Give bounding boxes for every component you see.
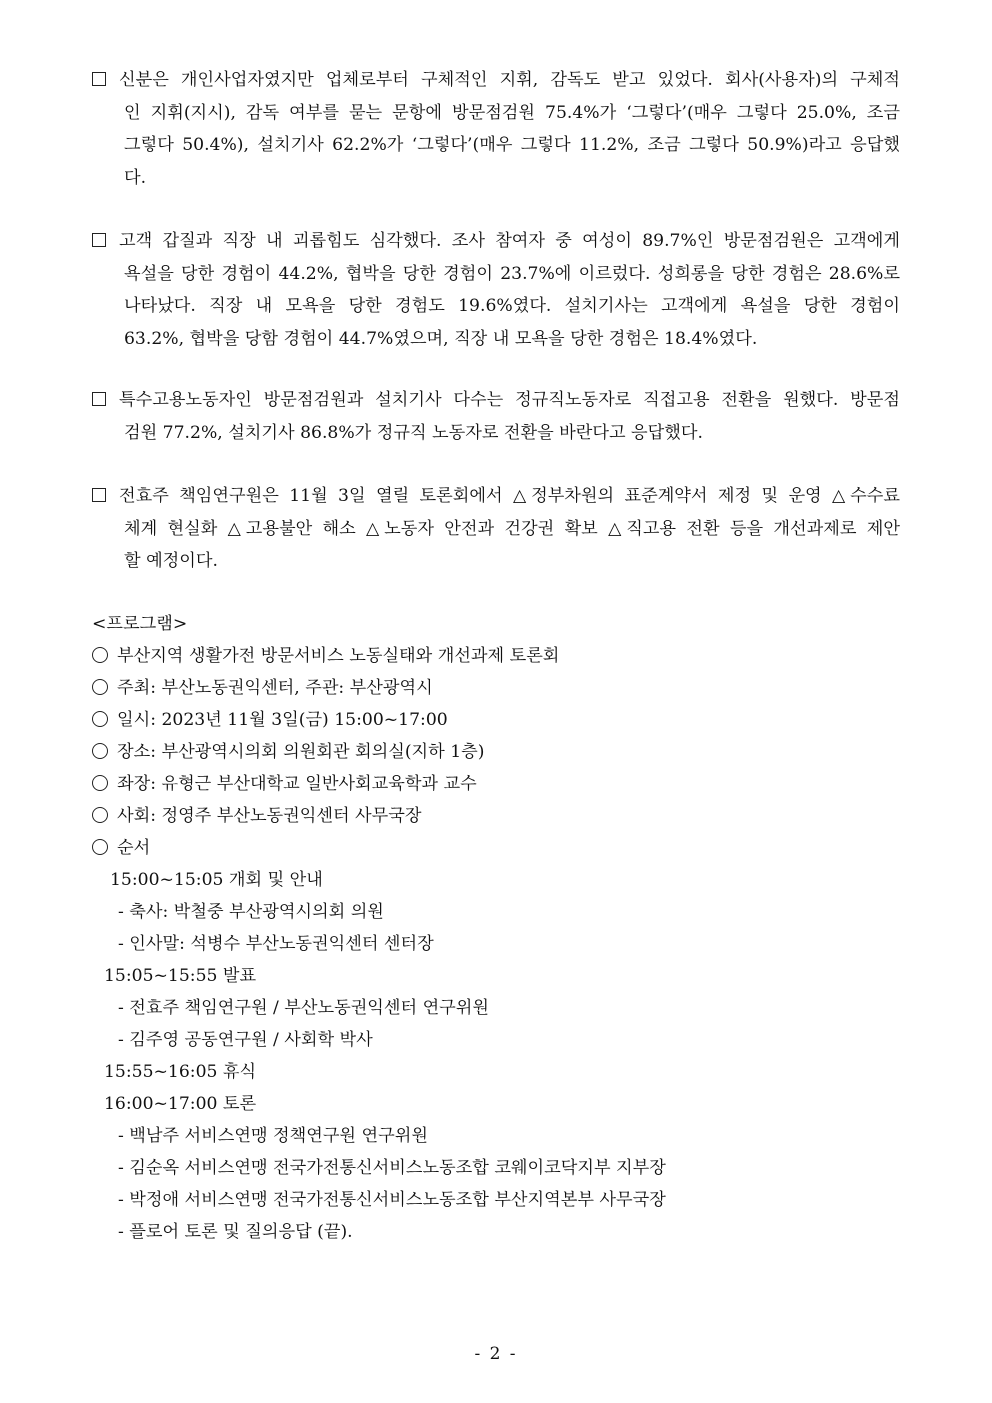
paragraph-1 <box>92 64 900 194</box>
schedule-entry: - 박정애 서비스연맹 전국가전통신서비스노동조합 부산지역본부 사무국장 <box>118 1190 666 1210</box>
schedule-time-slot: 15:00~15:05 개회 및 안내 <box>110 870 323 890</box>
schedule-entry: - 전효주 책임연구원 / 부산노동권익센터 연구위원 <box>118 998 489 1018</box>
circle-bullet-icon <box>92 839 108 855</box>
program-item-text: 장소: 부산광역시의회 의원회관 회의실(지하 1층) <box>117 742 485 762</box>
program-item-text: 주최: 부산노동권익센터, 주관: 부산광역시 <box>117 678 433 698</box>
paragraph-line: 체계 현실화 △고용불안 해소 △노동자 안전과 건강권 확보 △직고용 전환 등을 개선과제로 제안 <box>124 518 900 539</box>
schedule-entry: - 김순옥 서비스연맹 전국가전통신서비스노동조합 코웨이코닥지부 지부장 <box>118 1158 666 1178</box>
circle-bullet-icon <box>92 775 108 791</box>
program-item-text: 사회: 정영주 부산노동권익센터 사무국장 <box>117 806 422 826</box>
program-item-text: 순서 <box>117 838 151 858</box>
paragraph-2 <box>92 225 900 355</box>
paragraph-line: 다. <box>124 167 147 188</box>
paragraph-text: 특수고용노동자인 방문점검원과 설치기사 다수는 정규직노동자로 직접고용 전환을 원했다. 방문점 <box>119 390 900 410</box>
program-item <box>92 704 448 736</box>
program-item <box>92 800 421 832</box>
paragraph-line <box>92 384 900 417</box>
paragraph-text: 전효주 책임연구원은 11월 3일 열릴 토론회에서 △정부차원의 표준계약서 제정 및 운영 △수수료 <box>119 486 900 506</box>
program-item <box>92 640 559 672</box>
paragraph-line: 63.2%, 협박을 당함 경험이 44.7%였으며, 직장 내 모욕을 당한 경험은 18.4%였다. <box>124 328 758 349</box>
paragraph-line: 할 예정이다. <box>124 551 218 571</box>
paragraph-line <box>92 225 900 258</box>
paragraph-3 <box>92 384 900 449</box>
program-item-text: 부산지역 생활가전 방문서비스 노동실태와 개선과제 토론회 <box>117 646 560 666</box>
circle-bullet-icon <box>92 743 108 759</box>
program-item-text: 좌장: 유형근 부산대학교 일반사회교육학과 교수 <box>117 774 477 794</box>
schedule-entry: - 플로어 토론 및 질의응답 (끝). <box>118 1222 353 1242</box>
circle-bullet-icon <box>92 711 108 727</box>
schedule-time-slot: 15:55~16:05 휴식 <box>104 1062 257 1082</box>
schedule-entry: - 김주영 공동연구원 / 사회학 박사 <box>118 1030 373 1050</box>
circle-bullet-icon <box>92 647 108 663</box>
paragraph-line <box>92 64 900 97</box>
paragraph-line <box>92 480 900 513</box>
checkbox-square-icon <box>92 72 106 86</box>
checkbox-square-icon <box>92 233 106 247</box>
paragraph-line: 검원 77.2%, 설치기사 86.8%가 정규직 노동자로 전환을 바란다고 응답했다. <box>124 422 703 443</box>
circle-bullet-icon <box>92 807 108 823</box>
paragraph-4 <box>92 480 900 578</box>
program-item <box>92 768 477 800</box>
schedule-entry: - 백남주 서비스연맹 정책연구원 연구위원 <box>118 1126 428 1146</box>
paragraph-line: 인 지휘(지시), 감독 여부를 묻는 문항에 방문점검원 75.4%가 ‘그렇다’(매우 그렇다 25.0%, 조금 <box>124 102 900 123</box>
paragraph-line: 그렇다 50.4%), 설치기사 62.2%가 ‘그렇다’(매우 그렇다 11.2%, 조금 그렇다 50.9%)라고 응답했 <box>124 135 900 155</box>
program-item-text: 일시: 2023년 11월 3일(금) 15:00~17:00 <box>117 710 448 730</box>
paragraph-line: 욕설을 당한 경험이 44.2%, 협박을 당한 경험이 23.7%에 이르렀다. 성희롱을 당한 경험은 28.6%로 <box>124 263 900 284</box>
schedule-entry: - 축사: 박철중 부산광역시의회 의원 <box>118 902 384 922</box>
program-item <box>92 672 433 704</box>
program-item <box>92 832 150 864</box>
paragraph-text: 신분은 개인사업자였지만 업체로부터 구체적인 지휘, 감독도 받고 있었다. 회사(사용자)의 구체적 <box>119 70 900 90</box>
program-item <box>92 736 484 768</box>
schedule-time-slot: 16:00~17:00 토론 <box>104 1094 257 1114</box>
page-number: - 2 - <box>474 1344 518 1364</box>
paragraph-line: 나타났다. 직장 내 모욕을 당한 경험도 19.6%였다. 설치기사는 고객에게 욕설을 당한 경험이 <box>124 296 900 316</box>
schedule-time-slot: 15:05~15:55 발표 <box>104 966 257 986</box>
checkbox-square-icon <box>92 488 106 502</box>
circle-bullet-icon <box>92 679 108 695</box>
paragraph-text: 고객 갑질과 직장 내 괴롭힘도 심각했다. 조사 참여자 중 여성이 89.7%인 방문점검원은 고객에게 <box>119 231 900 251</box>
schedule-entry: - 인사말: 석병수 부산노동권익센터 센터장 <box>118 934 434 954</box>
program-heading: <프로그램> <box>92 614 188 634</box>
checkbox-square-icon <box>92 392 106 406</box>
